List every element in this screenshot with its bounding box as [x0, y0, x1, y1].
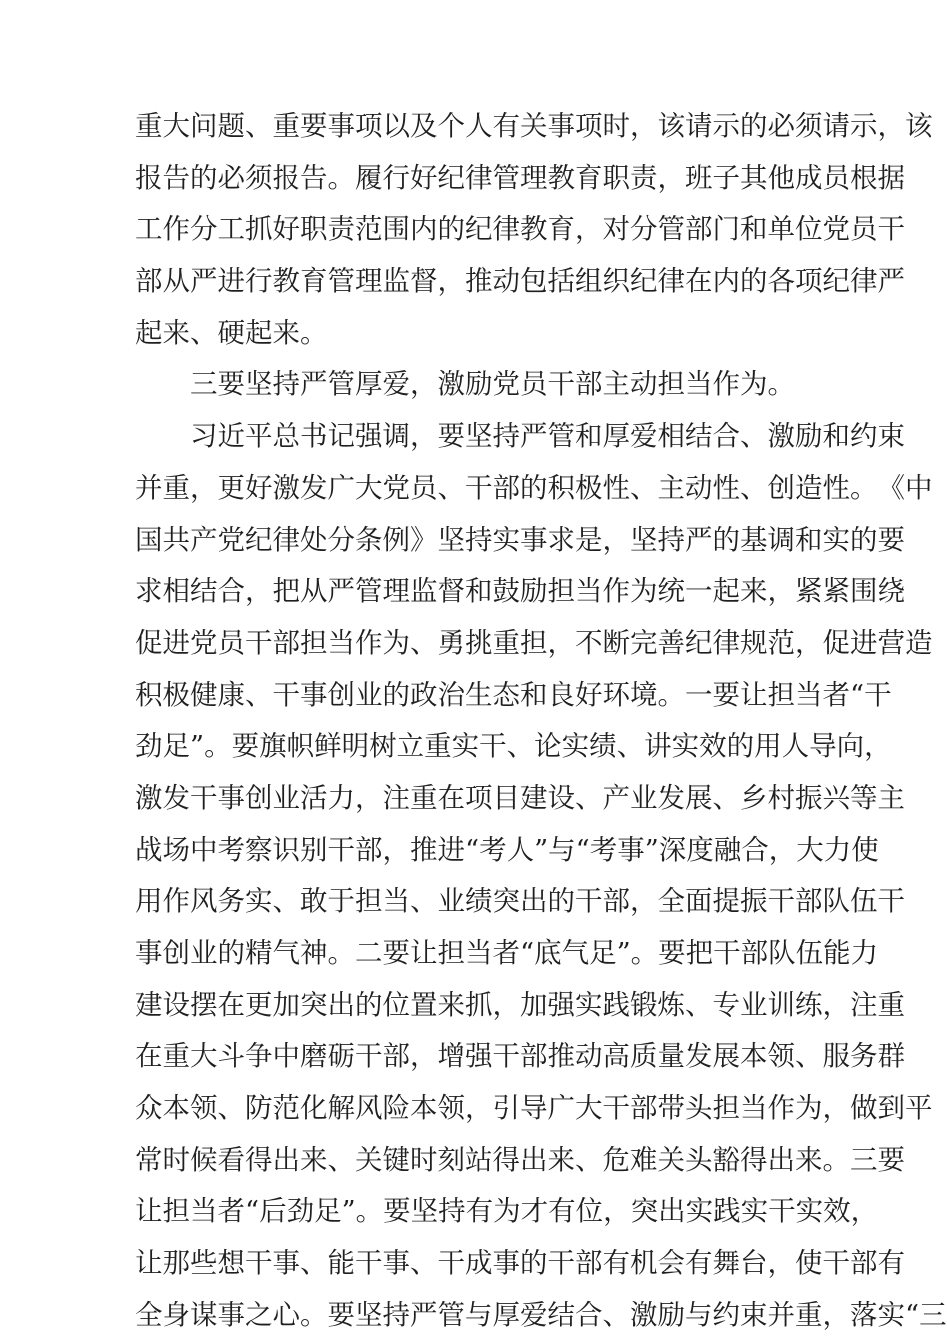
text-line: 事 创 业 的 精 气 神 。 二 要 让 担 当 者 “ 底 气 足 ” 。 要 把 干 部 队 伍 能 力 [135, 937, 879, 969]
text-line: 全 身 谋 事 之 心 。 要 坚 持 严 管 与 厚 爱 结 合 、 激 励 与 约 束 并 重 ， 落 实 “ 三 [135, 1298, 947, 1331]
text-line: 促 进 党 员 干 部 担 当 作 为 、 勇 挑 重 担 ， 不 断 完 善 纪 律 规 范 ， 促 进 营 造 [135, 626, 933, 659]
text-line: 习 近 平 总 书 记 强 调 ， 要 坚 持 严 管 和 厚 爱 相 结 合 、 激 励 和 约 束 [190, 420, 905, 453]
text-line: 重 大 问 题 、 重 要 事 项 以 及 个 人 有 关 事 项 时 ， 该 请 示 的 必 须 请 示 ， 该 [135, 110, 933, 142]
text-line: 众 本 领 、 防 范 化 解 风 险 本 领 ， 引 导 广 大 干 部 带 头 担 当 作 为 ， 做 到 平 [135, 1092, 933, 1125]
text-line: 国 共 产 党 纪 律 处 分 条 例 》 坚 持 实 事 求 是 ， 坚 持 严 的 基 调 和 实 的 要 [135, 523, 905, 556]
text-line: 工 作 分 工 抓 好 职 责 范 围 内 的 纪 律 教 育 ， 对 分 管 部 门 和 单 位 党 员 干 [135, 213, 905, 246]
text-line: 起来、硬起来。 [135, 316, 328, 349]
text-line: 在 重 大 斗 争 中 磨 砺 干 部 ， 增 强 干 部 推 动 高 质 量 发 展 本 领 、 服 务 群 [135, 1040, 905, 1073]
text-line: 让 担 当 者 “ 后 劲 足 ” 。 要 坚 持 有 为 才 有 位 ， 突 出 实 践 实 干 实 效 ， [135, 1195, 879, 1228]
text-line: 激 发 干 事 创 业 活 力 ， 注 重 在 项 目 建 设 、 产 业 发 展 、 乡 村 振 兴 等 主 [135, 781, 905, 814]
text-line: 常 时 候 看 得 出 来 、 关 键 时 刻 站 得 出 来 、 危 难 关 头 豁 得 出 来 。 三 要 [135, 1143, 905, 1176]
text-line: 用 作 风 务 实 、 敢 于 担 当 、 业 绩 突 出 的 干 部 ， 全 面 提 振 干 部 队 伍 干 [135, 885, 905, 918]
text-line: 建 设 摆 在 更 加 突 出 的 位 置 来 抓 ， 加 强 实 践 锻 炼 、 专 业 训 练 ， 注 重 [135, 988, 905, 1021]
text-line: 求 相 结 合 ， 把 从 严 管 理 监 督 和 鼓 励 担 当 作 为 统 一 起 来 ， 紧 紧 围 绕 [135, 575, 905, 608]
text-line: 劲 足 ” 。 要 旗 帜 鲜 明 树 立 重 实 干 、 论 实 绩 、 讲 实 效 的 用 人 导 向 ， [135, 730, 892, 763]
body-text [135, 101, 947, 1342]
text-line: 让 那 些 想 干 事 、 能 干 事 、 干 成 事 的 干 部 有 机 会 有 舞 台 ， 使 干 部 有 [135, 1247, 905, 1280]
text-line: 部 从 严 进 行 教 育 管 理 监 督 ， 推 动 包 括 组 织 纪 律 在 内 的 各 项 纪 律 严 [135, 265, 905, 298]
text-line: 报 告 的 必 须 报 告 。 履 行 好 纪 律 管 理 教 育 职 责 ， 班 子 其 他 成 员 根 据 [135, 161, 905, 194]
text-line: 三要坚持严管厚爱，激励党员干部主动担当作为。 [190, 368, 795, 401]
text-line: 积 极 健 康 、 干 事 创 业 的 政 治 生 态 和 良 好 环 境 。 一 要 让 担 当 者 “ 干 [135, 678, 892, 711]
text-line: 战 场 中 考 察 识 别 干 部 ， 推 进 “ 考 人 ” 与 “ 考 事 ” 深 度 融 合 ， 大 力 使 [135, 833, 879, 866]
text-line: 并 重 ， 更 好 激 发 广 大 党 员 、 干 部 的 积 极 性 、 主 动 性 、 创 造 性 。 《 中 [135, 471, 933, 504]
